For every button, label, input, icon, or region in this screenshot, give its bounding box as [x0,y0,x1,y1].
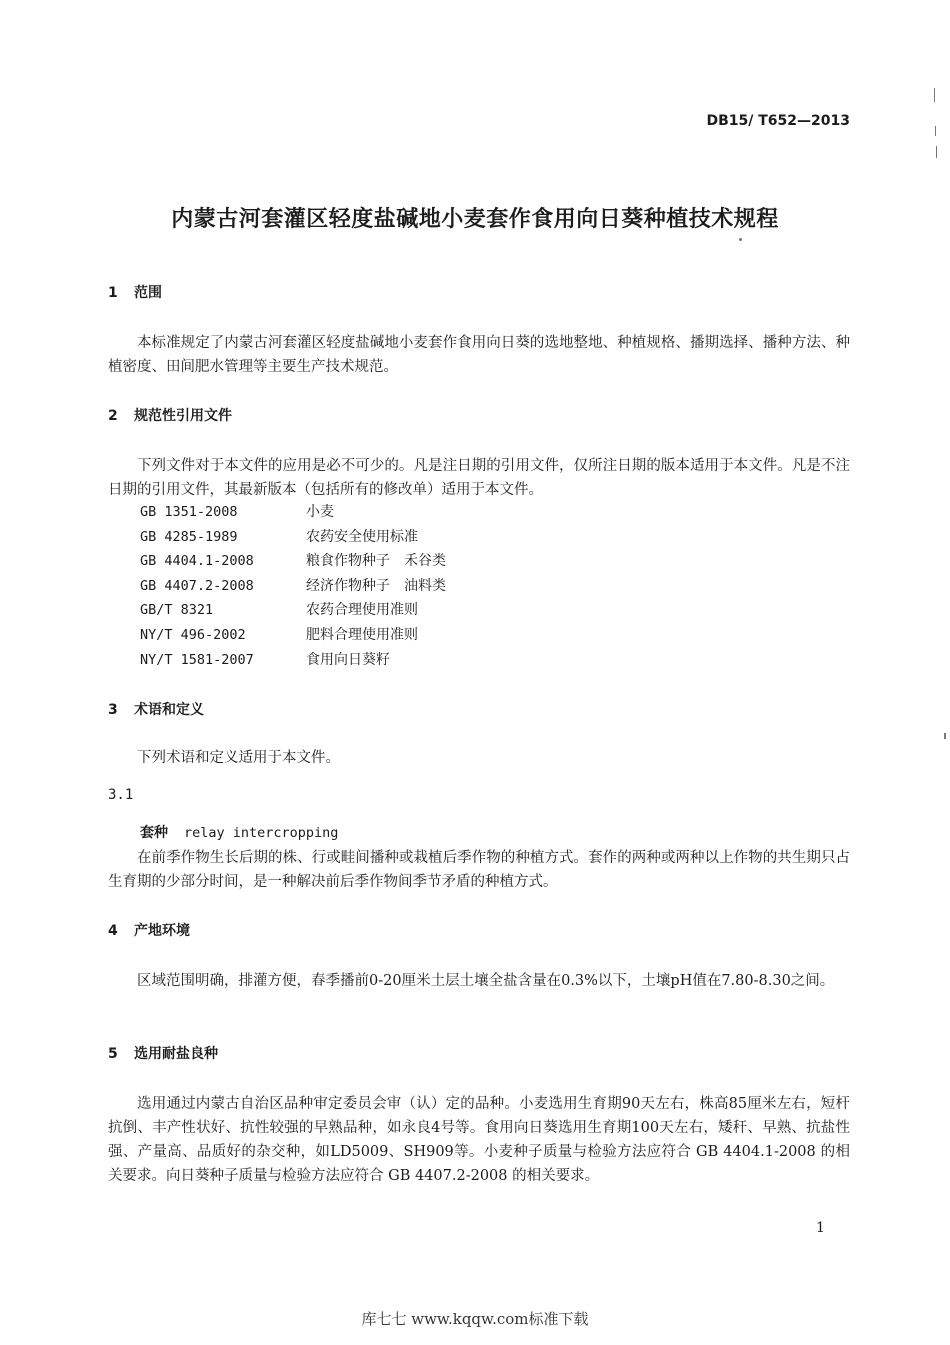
section-2-paragraph: 下列文件对于本文件的应用是必不可少的。凡是注日期的引用文件，仅所注日期的版本适用于本文件。凡是不注日期的引用文件，其最新版本（包括所有的修改单）适用于本文件。 [108,458,850,498]
section-title: 范围 [134,285,162,301]
reference-name: 农药合理使用准则 [306,602,418,619]
scan-speck [739,238,742,241]
document-code: DB15/ T652—2013 [706,113,850,129]
page-number: 1 [816,1220,825,1236]
scan-speck [944,733,946,739]
reference-name: 食用向日葵籽 [306,651,390,668]
watermark-footer: 库七七 www.kqqw.com标准下载 [361,1310,589,1328]
section-3-heading [108,699,204,719]
section-2-heading [108,405,232,425]
section-number: 2 [108,408,118,424]
reference-row [140,623,446,648]
reference-row [140,525,446,550]
subsection-3-1-number: 3.1 [108,787,134,803]
term-entry [140,822,338,842]
reference-code: GB 4285-1989 [140,528,238,545]
section-1-heading [108,282,162,302]
section-number: 3 [108,702,118,718]
scan-speck [936,146,937,158]
reference-row [140,648,446,673]
section-4-heading [108,920,190,940]
scan-speck [935,126,936,136]
reference-row [140,574,446,599]
section-5-heading [108,1043,218,1063]
reference-name: 肥料合理使用准则 [306,626,418,643]
reference-code: GB 1351-2008 [140,504,238,520]
term-definition: 在前季作物生长后期的株、行或畦间播种或栽植后季作物的种植方式。套作的两种或两种以上作物的共生期只占生育期的少部分时间，是一种解决前后季作物间季节矛盾的种植方式。 [108,850,850,890]
section-title: 产地环境 [134,923,190,939]
section-number: 4 [108,923,118,939]
reference-name: 农药安全使用标准 [306,528,418,545]
term-chinese: 套种 [140,825,168,841]
reference-code: NY/T 1581-2007 [140,651,254,668]
reference-row [140,549,446,574]
reference-code: GB/T 8321 [140,602,214,619]
reference-name: 粮食作物种子 禾谷类 [306,553,446,570]
section-title: 规范性引用文件 [134,408,232,424]
section-1-paragraph: 本标准规定了内蒙古河套灌区轻度盐碱地小麦套作食用向日葵的选地整地、种植规格、播期选择、播种方法、种植密度、田间肥水管理等主要生产技术规范。 [108,335,850,375]
reference-code: GB 4407.2-2008 [140,577,254,594]
section-4-paragraph: 区域范围明确，排灌方便，春季播前0-20厘米土层土壤全盐含量在0.3%以下，土壤pH值在7.80-8.30之间。 [137,973,835,989]
section-title: 选用耐盐良种 [134,1046,218,1062]
section-number: 1 [108,285,118,301]
reference-name: 小麦 [306,504,334,520]
section-3-paragraph: 下列术语和定义适用于本文件。 [137,750,340,766]
section-title: 术语和定义 [134,702,204,718]
term-english: relay intercropping [184,825,339,841]
document-title: 内蒙古河套灌区轻度盐碱地小麦套作食用向日葵种植技术规程 [171,207,779,232]
reference-name: 经济作物种子 油料类 [306,577,446,594]
reference-row [140,598,446,623]
reference-row [140,500,446,525]
scan-speck [934,88,935,102]
reference-code: GB 4404.1-2008 [140,553,254,570]
reference-list [140,500,446,672]
section-5-paragraph: 选用通过内蒙古自治区品种审定委员会审（认）定的品种。小麦选用生育期90天左右，株高85厘米左右，短杆抗倒、丰产性状好、抗性较强的早熟品种，如永良4号等。食用向日葵选用生育期100天左右，矮秆、早熟、抗盐性强、产量高、品质好的杂交种，如LD5009、SH909等。小麦种子质量与检验方法应符合 GB 4404.1-2008 的相关要求。向日葵种子质量与检验方法应符合 GB 4407.2-2008 的相关要求。 [108,1096,850,1184]
section-number: 5 [108,1046,118,1062]
reference-code: NY/T 496-2002 [140,626,246,643]
